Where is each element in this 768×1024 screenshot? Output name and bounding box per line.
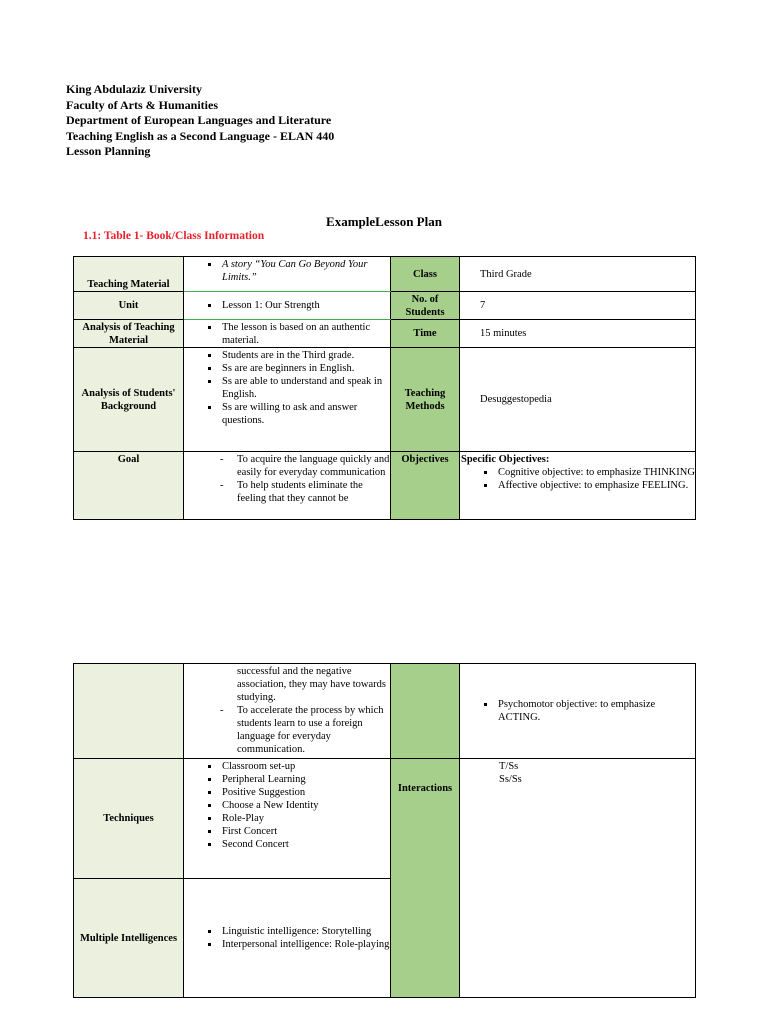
course-name: Teaching English as a Second Language - ELAN 440: [66, 128, 335, 143]
list-item: ▪ Second Concert: [220, 838, 390, 851]
label-time: [391, 320, 460, 348]
label-analysis-students: [74, 348, 184, 452]
multiple-intelligences-list: [184, 925, 390, 951]
list-item: ▪ Linguistic intelligence: Storytelling: [220, 925, 390, 938]
value-teaching-methods: Desuggestopedia: [460, 348, 696, 452]
table-row: [74, 452, 696, 520]
interactions-list: [499, 760, 695, 786]
document-title: ExampleLesson Plan: [326, 214, 442, 229]
list-item: ▪ Students are in the Third grade.: [220, 349, 390, 362]
list-item: ▪ A story “You Can Go Beyond Your Limits.”: [220, 258, 390, 284]
label-analysis-material: [74, 320, 184, 348]
university-name: King Abdulaziz University: [66, 82, 203, 96]
goal-list: [184, 704, 390, 756]
goal-list: [184, 453, 390, 505]
list-item: - To accelerate the process by which students learn to use a foreign language for everyday communication.: [220, 704, 390, 756]
value-teaching-material: [184, 257, 391, 292]
list-item: ▪ Choose a New Identity: [220, 799, 390, 812]
list-item: ▪ Ss are are beginners in English.: [220, 362, 390, 375]
value-analysis-material: [184, 320, 391, 348]
label-goal-continued: [74, 664, 184, 759]
label-text: Class: [413, 268, 437, 280]
label-unit: [74, 292, 184, 320]
label-interactions: [391, 759, 460, 998]
label-text: Teaching Methods: [404, 387, 446, 412]
students-background-list: [184, 349, 390, 427]
section-name: Lesson Planning: [66, 144, 151, 159]
list-item: ▪ Psychomotor objective: to emphasize ACTING.: [496, 698, 695, 724]
table-row: [74, 257, 696, 292]
list-item: Ss/Ss: [499, 774, 522, 785]
label-objectives: [391, 452, 460, 520]
label-text: Interactions: [397, 783, 453, 794]
document-header: [66, 82, 334, 160]
value-unit: [184, 292, 391, 320]
label-text: Multiple Intelligences: [79, 932, 178, 944]
label-goal: [74, 452, 184, 520]
objectives-heading: Specific Objectives:: [461, 454, 550, 465]
label-text: No. of Students: [405, 293, 445, 318]
label-text: Analysis of Teaching Material: [82, 321, 175, 346]
value-techniques: [184, 759, 391, 879]
objectives-list: [460, 698, 695, 724]
table-row: [74, 320, 696, 348]
list-item: - To acquire the language quickly and easily for everyday communication: [220, 453, 390, 479]
list-item: ▪ Affective objective: to emphasize FEELING.: [496, 479, 695, 492]
faculty-name: Faculty of Arts & Humanities: [66, 97, 218, 112]
label-no-students: [391, 292, 460, 320]
list-item: ▪ Cognitive objective: to emphasize THINKING: [496, 466, 695, 479]
value-objectives-continued: [460, 664, 696, 759]
list-item: T/Ss: [499, 761, 519, 772]
value-students-background: [184, 348, 391, 452]
list-item: ▪ The lesson is based on an authentic material.: [220, 321, 390, 347]
goal-continuation-text: successful and the negative association, they may have towards studying.: [237, 666, 386, 703]
lesson-info-table-continued: [73, 663, 696, 998]
list-item: - To help students eliminate the feeling that they cannot be: [220, 479, 390, 505]
label-techniques: [74, 759, 184, 879]
label-objectives-continued: [391, 664, 460, 759]
objectives-list: [460, 466, 695, 492]
table-row: [74, 759, 696, 879]
value-interactions: [460, 759, 696, 998]
department-name: Department of European Languages and Literature: [66, 113, 332, 128]
list-item: ▪ Ss are willing to ask and answer questions.: [220, 401, 390, 427]
table-caption: 1.1: Table 1- Book/Class Information: [83, 230, 265, 242]
list-item: ▪ Lesson 1: Our Strength: [220, 299, 390, 312]
table-row: [74, 348, 696, 452]
list-item: ▪ Ss are able to understand and speak in English.: [220, 375, 390, 401]
label-text: Techniques: [103, 813, 154, 824]
value-objectives: [460, 452, 696, 520]
label-text: Goal: [117, 454, 140, 465]
value-goal-continued: [184, 664, 391, 759]
label-text: Unit: [118, 300, 139, 311]
label-text: Teaching Material: [87, 279, 170, 290]
label-teaching-methods: [391, 348, 460, 452]
label-teaching-material: [74, 257, 184, 292]
list-item: ▪ First Concert: [220, 825, 390, 838]
list-item: ▪ Role-Play: [220, 812, 390, 825]
list-item: ▪ Interpersonal intelligence: Role-playing: [220, 938, 390, 951]
label-text: Analysis of Students' Background: [81, 387, 176, 412]
lesson-info-table: [73, 256, 696, 520]
label-multiple-intelligences: [74, 879, 184, 998]
value-time: 15 minutes: [460, 320, 696, 348]
table-row: [74, 664, 696, 759]
value-multiple-intelligences: [184, 879, 391, 998]
techniques-list: [184, 760, 390, 851]
table-row: [74, 292, 696, 320]
label-class: [391, 257, 460, 292]
label-text: Time: [413, 328, 437, 339]
list-item: ▪ Classroom set-up: [220, 760, 390, 773]
value-no-students: 7: [460, 292, 696, 320]
value-goal: [184, 452, 391, 520]
value-class: Third Grade: [460, 257, 696, 292]
label-text: Objectives: [401, 454, 449, 465]
list-item: ▪ Positive Suggestion: [220, 786, 390, 799]
list-item: ▪ Peripheral Learning: [220, 773, 390, 786]
